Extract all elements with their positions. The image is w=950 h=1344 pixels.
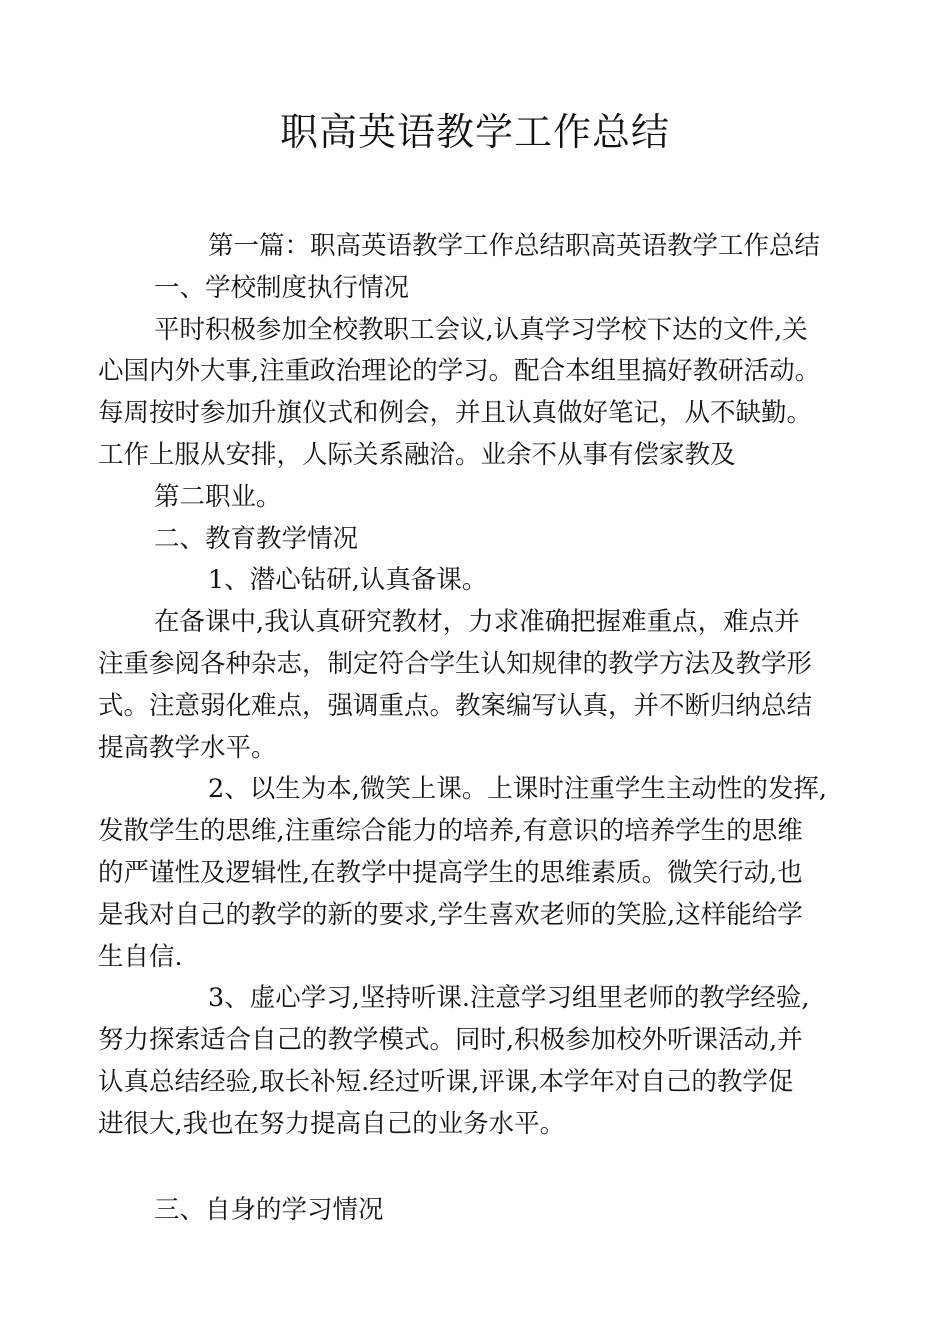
paragraph-line: 第二职业。 xyxy=(154,481,282,512)
paragraph-line: 心国内外大事,注重政治理论的学习。配合本组里搞好教研活动。 xyxy=(98,356,821,387)
section-heading-1: 一、学校制度执行情况 xyxy=(154,272,410,303)
section-heading-3: 三、自身的学习情况 xyxy=(154,1194,384,1225)
paragraph-line: 是我对自己的教学的新的要求,学生喜欢老师的笑脸,这样能给学 xyxy=(98,899,803,930)
paragraph-line: 式。注意弱化难点，强调重点。教案编写认真，并不断归纳总结 xyxy=(98,690,813,721)
subheading-3: 3、虚心学习,坚持听课.注意学习组里老师的教学经验, xyxy=(208,983,810,1014)
paragraph-line: 提高教学水平。 xyxy=(98,732,277,763)
section-heading-first-article: 第一篇：职高英语教学工作总结职高英语教学工作总结 xyxy=(208,231,821,261)
paragraph-line: 努力探索适合自己的教学模式。同时,积极参加校外听课活动,并 xyxy=(98,1025,803,1056)
paragraph-line: 认真总结经验,取长补短.经过听课,评课,本学年对自己的教学促 xyxy=(98,1066,794,1097)
paragraph-line: 的严谨性及逻辑性,在教学中提高学生的思维素质。微笑行动,也 xyxy=(98,857,803,888)
section-heading-2: 二、教育教学情况 xyxy=(154,523,359,554)
paragraph-gap xyxy=(98,1146,858,1190)
paragraph-line: 在备课中,我认真研究教材，力求准确把握难重点，难点并 xyxy=(154,607,800,638)
paragraph-line: 发散学生的思维,注重综合能力的培养,有意识的培养学生的思维 xyxy=(98,816,803,847)
paragraph-line: 进很大,我也在努力提高自己的业务水平。 xyxy=(98,1108,566,1139)
document-body xyxy=(98,226,858,1231)
paragraph-line: 工作上服从安排，人际关系融洽。业余不从事有偿家教及 xyxy=(98,439,736,470)
paragraph-line: 注重参阅各种杂志，制定符合学生认知规律的教学方法及教学形 xyxy=(98,648,813,679)
subheading-2: 2、以生为本,微笑上课。上课时注重学生主动性的发挥, xyxy=(208,774,827,805)
paragraph-line: 生自信. xyxy=(98,941,183,972)
paragraph-line: 平时积极参加全校教职工会议,认真学习学校下达的文件,关 xyxy=(154,314,808,345)
subheading-1: 1、潜心钻研,认真备课。 xyxy=(208,565,488,596)
paragraph-line: 每周按时参加升旗仪式和例会，并且认真做好笔记，从不缺勤。 xyxy=(98,398,813,429)
document-title: 职高英语教学工作总结 xyxy=(279,110,670,154)
